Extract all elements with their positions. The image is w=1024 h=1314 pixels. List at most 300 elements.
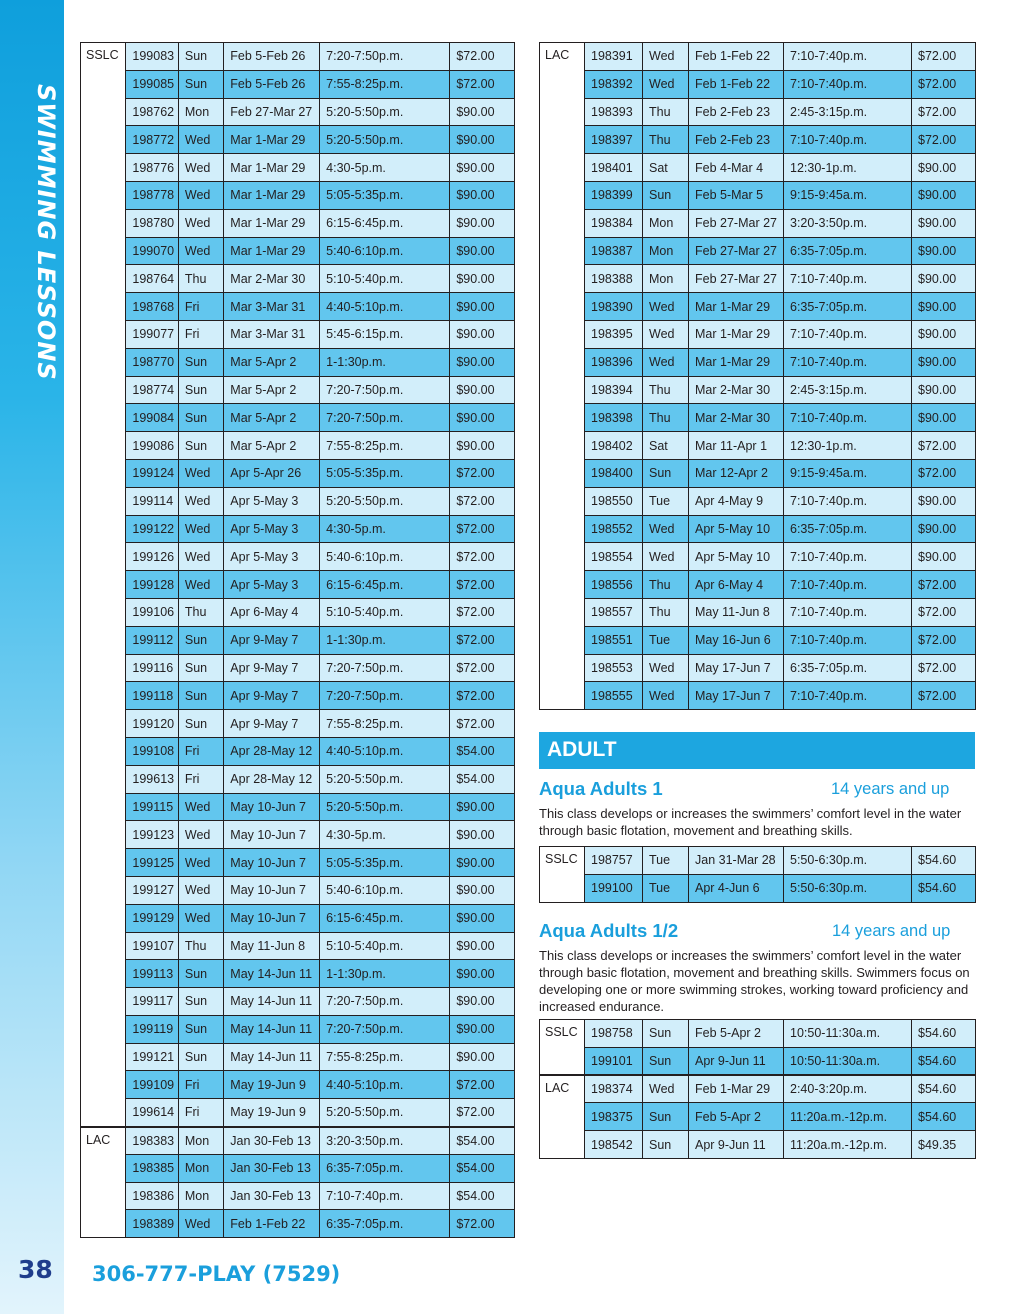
phone-number: 306-777-PLAY (7529) (92, 1262, 341, 1286)
time-cell: 6:35-7:05p.m. (784, 237, 912, 265)
table-row (81, 320, 515, 348)
time-cell: 7:10-7:40p.m. (784, 543, 912, 571)
day-cell: Wed (178, 515, 223, 543)
day-cell: Thu (643, 404, 689, 432)
dates-cell: Feb 5-Apr 2 (689, 1103, 784, 1131)
table-row (81, 849, 515, 877)
dates-cell: Feb 2-Feb 23 (689, 98, 784, 126)
price-cell: $72.00 (912, 126, 976, 154)
price-cell: $72.00 (912, 682, 976, 710)
price-cell: $90.00 (912, 376, 976, 404)
day-cell: Mon (178, 98, 223, 126)
course-code-cell: 199112 (126, 626, 178, 654)
table-row (540, 404, 976, 432)
table-row (81, 682, 515, 710)
table-row (540, 376, 976, 404)
dates-cell: Jan 30-Feb 13 (224, 1182, 320, 1210)
dates-cell: Apr 5-May 3 (224, 515, 320, 543)
dates-cell: Apr 28-May 12 (224, 765, 320, 793)
table-row (81, 876, 515, 904)
course-code-cell: 198391 (585, 43, 643, 71)
location-cell: LAC (540, 43, 585, 710)
course-code-cell: 198375 (585, 1103, 643, 1131)
day-cell: Sun (178, 1015, 223, 1043)
time-cell: 7:20-7:50p.m. (320, 654, 450, 682)
day-cell: Fri (178, 737, 223, 765)
price-cell: $54.00 (450, 737, 515, 765)
time-cell: 4:40-5:10p.m. (320, 1071, 450, 1099)
time-cell: 5:20-5:50p.m. (320, 793, 450, 821)
time-cell: 3:20-3:50p.m. (784, 209, 912, 237)
day-cell: Fri (178, 1071, 223, 1099)
course-code-cell: 199614 (126, 1099, 178, 1127)
time-cell: 2:45-3:15p.m. (784, 376, 912, 404)
price-cell: $72.00 (912, 70, 976, 98)
course-code-cell: 198399 (585, 181, 643, 209)
course-code-cell: 198542 (585, 1131, 643, 1159)
price-cell: $90.00 (450, 932, 515, 960)
time-cell: 7:55-8:25p.m. (320, 432, 450, 460)
price-cell: $54.60 (912, 1075, 976, 1103)
table-row (81, 626, 515, 654)
course-code-cell: 199101 (585, 1047, 643, 1075)
day-cell: Sun (178, 988, 223, 1016)
day-cell: Sun (643, 459, 689, 487)
price-cell: $90.00 (450, 320, 515, 348)
time-cell: 7:55-8:25p.m. (320, 710, 450, 738)
dates-cell: Feb 4-Mar 4 (689, 154, 784, 182)
dates-cell: May 14-Jun 11 (224, 988, 320, 1016)
day-cell: Wed (643, 293, 689, 321)
day-cell: Fri (178, 320, 223, 348)
day-cell: Sun (178, 70, 223, 98)
day-cell: Sun (178, 710, 223, 738)
table-row (81, 737, 515, 765)
table-row (81, 237, 515, 265)
dates-cell: Feb 1-Feb 22 (689, 43, 784, 71)
course-code-cell: 199125 (126, 849, 178, 877)
day-cell: Fri (178, 1099, 223, 1127)
time-cell: 7:20-7:50p.m. (320, 376, 450, 404)
price-cell: $90.00 (450, 793, 515, 821)
course-code-cell: 199070 (126, 237, 178, 265)
dates-cell: Feb 27-Mar 27 (689, 265, 784, 293)
day-cell: Sun (643, 1103, 689, 1131)
time-cell: 4:30-5p.m. (320, 821, 450, 849)
course-code-cell: 198397 (585, 126, 643, 154)
price-cell: $90.00 (912, 348, 976, 376)
time-cell: 5:20-5:50p.m. (320, 765, 450, 793)
price-cell: $90.00 (450, 265, 515, 293)
dates-cell: Apr 9-May 7 (224, 682, 320, 710)
dates-cell: Apr 9-May 7 (224, 626, 320, 654)
dates-cell: Apr 9-Jun 11 (689, 1047, 784, 1075)
dates-cell: May 14-Jun 11 (224, 960, 320, 988)
time-cell: 6:35-7:05p.m. (784, 293, 912, 321)
schedule-table-aqua-adults-1 (539, 846, 976, 903)
day-cell: Wed (178, 1210, 223, 1238)
day-cell: Fri (178, 293, 223, 321)
course-code-cell: 198396 (585, 348, 643, 376)
price-cell: $90.00 (450, 237, 515, 265)
price-cell: $72.00 (450, 598, 515, 626)
table-row (540, 320, 976, 348)
day-cell: Wed (643, 543, 689, 571)
day-cell: Mon (643, 209, 689, 237)
table-row (81, 960, 515, 988)
price-cell: $90.00 (450, 876, 515, 904)
course-code-cell: 198776 (126, 154, 178, 182)
schedule-table-aqua-adults-1-2 (539, 1019, 976, 1159)
day-cell: Thu (643, 376, 689, 404)
table-row (540, 209, 976, 237)
price-cell: $54.60 (912, 874, 976, 902)
dates-cell: Apr 5-May 3 (224, 543, 320, 571)
dates-cell: Mar 1-Mar 29 (224, 209, 320, 237)
table-row (81, 932, 515, 960)
section-title: SWIMMING LESSONS (32, 84, 60, 381)
time-cell: 6:35-7:05p.m. (320, 1154, 450, 1182)
course-code-cell: 198770 (126, 348, 178, 376)
time-cell: 5:05-5:35p.m. (320, 459, 450, 487)
course-code-cell: 198388 (585, 265, 643, 293)
price-cell: $72.00 (450, 654, 515, 682)
day-cell: Sun (178, 1043, 223, 1071)
course-code-cell: 199124 (126, 459, 178, 487)
time-cell: 12:30-1p.m. (784, 432, 912, 460)
course-code-cell: 198762 (126, 98, 178, 126)
price-cell: $90.00 (912, 237, 976, 265)
time-cell: 7:10-7:40p.m. (784, 571, 912, 599)
course-code-cell: 198387 (585, 237, 643, 265)
dates-cell: Feb 5-Feb 26 (224, 70, 320, 98)
time-cell: 4:40-5:10p.m. (320, 737, 450, 765)
price-cell: $90.00 (450, 209, 515, 237)
day-cell: Sun (178, 960, 223, 988)
table-row (81, 765, 515, 793)
dates-cell: Apr 5-May 3 (224, 571, 320, 599)
table-row (540, 1020, 976, 1048)
table-row (81, 571, 515, 599)
course-code-cell: 199128 (126, 571, 178, 599)
course-code-cell: 199116 (126, 654, 178, 682)
table-row (540, 626, 976, 654)
dates-cell: Mar 1-Mar 29 (689, 320, 784, 348)
day-cell: Sun (643, 1131, 689, 1159)
price-cell: $90.00 (450, 404, 515, 432)
table-row (540, 98, 976, 126)
price-cell: $72.00 (450, 1099, 515, 1127)
time-cell: 6:35-7:05p.m. (784, 515, 912, 543)
day-cell: Wed (643, 515, 689, 543)
time-cell: 1-1:30p.m. (320, 626, 450, 654)
price-cell: $54.00 (450, 1127, 515, 1155)
time-cell: 5:50-6:30p.m. (784, 874, 912, 902)
table-row (540, 487, 976, 515)
course-code-cell: 198557 (585, 598, 643, 626)
course-code-cell: 199106 (126, 598, 178, 626)
course-code-cell: 198401 (585, 154, 643, 182)
time-cell: 7:10-7:40p.m. (320, 1182, 450, 1210)
price-cell: $90.00 (912, 404, 976, 432)
time-cell: 7:10-7:40p.m. (784, 348, 912, 376)
table-row (540, 70, 976, 98)
price-cell: $49.35 (912, 1131, 976, 1159)
time-cell: 4:30-5p.m. (320, 154, 450, 182)
time-cell: 10:50-11:30a.m. (784, 1020, 912, 1048)
table-row (540, 293, 976, 321)
day-cell: Mon (178, 1154, 223, 1182)
time-cell: 7:20-7:50p.m. (320, 1015, 450, 1043)
table-row (81, 988, 515, 1016)
course-code-cell: 198383 (126, 1127, 178, 1155)
price-cell: $90.00 (450, 181, 515, 209)
day-cell: Sat (643, 432, 689, 460)
price-cell: $72.00 (450, 1071, 515, 1099)
course-code-cell: 199119 (126, 1015, 178, 1043)
day-cell: Wed (643, 682, 689, 710)
dates-cell: May 19-Jun 9 (224, 1071, 320, 1099)
price-cell: $72.00 (912, 571, 976, 599)
class-age-aqua-adults-1: 14 years and up (831, 780, 950, 798)
course-code-cell: 198551 (585, 626, 643, 654)
time-cell: 5:45-6:15p.m. (320, 320, 450, 348)
day-cell: Wed (178, 487, 223, 515)
day-cell: Sun (178, 404, 223, 432)
course-code-cell: 198768 (126, 293, 178, 321)
table-row (81, 293, 515, 321)
time-cell: 5:50-6:30p.m. (784, 847, 912, 875)
table-row (81, 70, 515, 98)
day-cell: Wed (643, 654, 689, 682)
table-row (81, 1015, 515, 1043)
price-cell: $72.00 (450, 710, 515, 738)
table-row (81, 793, 515, 821)
dates-cell: Mar 3-Mar 31 (224, 293, 320, 321)
table-row (540, 874, 976, 902)
time-cell: 9:15-9:45a.m. (784, 459, 912, 487)
dates-cell: Feb 27-Mar 27 (689, 209, 784, 237)
table-row (81, 1182, 515, 1210)
table-row (81, 209, 515, 237)
schedule-table-right (539, 42, 976, 710)
course-code-cell: 199086 (126, 432, 178, 460)
course-code-cell: 199083 (126, 43, 178, 71)
course-code-cell: 198386 (126, 1182, 178, 1210)
time-cell: 7:10-7:40p.m. (784, 598, 912, 626)
table-row (81, 1071, 515, 1099)
time-cell: 7:10-7:40p.m. (784, 43, 912, 71)
price-cell: $54.60 (912, 1047, 976, 1075)
day-cell: Wed (178, 154, 223, 182)
price-cell: $72.00 (450, 487, 515, 515)
time-cell: 5:20-5:50p.m. (320, 1099, 450, 1127)
dates-cell: Mar 1-Mar 29 (224, 126, 320, 154)
time-cell: 7:10-7:40p.m. (784, 126, 912, 154)
price-cell: $90.00 (450, 126, 515, 154)
course-code-cell: 198554 (585, 543, 643, 571)
price-cell: $90.00 (450, 98, 515, 126)
table-row (540, 1131, 976, 1159)
time-cell: 10:50-11:30a.m. (784, 1047, 912, 1075)
course-code-cell: 199122 (126, 515, 178, 543)
class-description-aqua-adults-1: This class develops or increases the swimmers’ comfort level in the water through basic flotation, movement and breathing skills. (539, 806, 962, 838)
day-cell: Fri (178, 765, 223, 793)
dates-cell: May 17-Jun 7 (689, 682, 784, 710)
price-cell: $90.00 (450, 1043, 515, 1071)
table-row (81, 1127, 515, 1155)
dates-cell: Jan 30-Feb 13 (224, 1154, 320, 1182)
price-cell: $72.00 (450, 43, 515, 71)
table-row (81, 126, 515, 154)
dates-cell: May 14-Jun 11 (224, 1043, 320, 1071)
course-code-cell: 199108 (126, 737, 178, 765)
table-row (81, 376, 515, 404)
course-code-cell: 199085 (126, 70, 178, 98)
dates-cell: Apr 6-May 4 (224, 598, 320, 626)
course-code-cell: 199109 (126, 1071, 178, 1099)
table-row (81, 265, 515, 293)
time-cell: 6:15-6:45p.m. (320, 904, 450, 932)
course-code-cell: 198402 (585, 432, 643, 460)
day-cell: Sun (178, 432, 223, 460)
dates-cell: May 10-Jun 7 (224, 793, 320, 821)
dates-cell: Apr 5-May 10 (689, 543, 784, 571)
dates-cell: Mar 1-Mar 29 (224, 237, 320, 265)
dates-cell: Mar 2-Mar 30 (224, 265, 320, 293)
table-row (81, 1210, 515, 1238)
price-cell: $90.00 (450, 1015, 515, 1043)
day-cell: Thu (643, 98, 689, 126)
day-cell: Thu (643, 598, 689, 626)
price-cell: $72.00 (912, 432, 976, 460)
time-cell: 7:55-8:25p.m. (320, 1043, 450, 1071)
table-row (540, 654, 976, 682)
day-cell: Wed (643, 348, 689, 376)
table-row (81, 1154, 515, 1182)
dates-cell: Jan 31-Mar 28 (689, 847, 784, 875)
dates-cell: Mar 2-Mar 30 (689, 376, 784, 404)
price-cell: $90.00 (450, 904, 515, 932)
price-cell: $90.00 (450, 348, 515, 376)
dates-cell: Feb 1-Mar 29 (689, 1075, 784, 1103)
price-cell: $90.00 (450, 821, 515, 849)
table-row (540, 598, 976, 626)
price-cell: $72.00 (450, 571, 515, 599)
course-code-cell: 198393 (585, 98, 643, 126)
course-code-cell: 198774 (126, 376, 178, 404)
dates-cell: Mar 1-Mar 29 (224, 181, 320, 209)
course-code-cell: 198778 (126, 181, 178, 209)
table-row (81, 181, 515, 209)
price-cell: $54.00 (450, 1182, 515, 1210)
day-cell: Sun (643, 1047, 689, 1075)
table-row (81, 348, 515, 376)
price-cell: $72.00 (450, 515, 515, 543)
day-cell: Wed (178, 209, 223, 237)
day-cell: Thu (643, 571, 689, 599)
table-row (81, 487, 515, 515)
time-cell: 6:15-6:45p.m. (320, 209, 450, 237)
time-cell: 11:20a.m.-12p.m. (784, 1103, 912, 1131)
time-cell: 1-1:30p.m. (320, 348, 450, 376)
course-code-cell: 199126 (126, 543, 178, 571)
dates-cell: May 10-Jun 7 (224, 821, 320, 849)
price-cell: $90.00 (912, 543, 976, 571)
dates-cell: Apr 9-May 7 (224, 710, 320, 738)
day-cell: Wed (178, 237, 223, 265)
time-cell: 7:10-7:40p.m. (784, 626, 912, 654)
dates-cell: Apr 9-May 7 (224, 654, 320, 682)
location-cell: LAC (540, 1075, 585, 1158)
day-cell: Wed (643, 1075, 689, 1103)
price-cell: $90.00 (450, 988, 515, 1016)
dates-cell: Mar 5-Apr 2 (224, 376, 320, 404)
day-cell: Sun (643, 1020, 689, 1048)
table-row (81, 1043, 515, 1071)
course-code-cell: 198555 (585, 682, 643, 710)
day-cell: Mon (643, 265, 689, 293)
price-cell: $90.00 (450, 960, 515, 988)
price-cell: $72.00 (912, 598, 976, 626)
time-cell: 5:20-5:50p.m. (320, 98, 450, 126)
schedule-table-left (80, 42, 515, 1238)
dates-cell: Apr 5-May 3 (224, 487, 320, 515)
dates-cell: May 19-Jun 9 (224, 1099, 320, 1127)
course-code-cell: 199129 (126, 904, 178, 932)
day-cell: Wed (178, 793, 223, 821)
day-cell: Sun (178, 348, 223, 376)
time-cell: 5:05-5:35p.m. (320, 849, 450, 877)
table-row (81, 432, 515, 460)
time-cell: 7:20-7:50p.m. (320, 404, 450, 432)
price-cell: $72.00 (450, 543, 515, 571)
time-cell: 11:20a.m.-12p.m. (784, 1131, 912, 1159)
course-code-cell: 198780 (126, 209, 178, 237)
location-cell: LAC (81, 1127, 126, 1238)
price-cell: $72.00 (912, 98, 976, 126)
course-code-cell: 198772 (126, 126, 178, 154)
course-code-cell: 199117 (126, 988, 178, 1016)
dates-cell: Mar 5-Apr 2 (224, 404, 320, 432)
day-cell: Wed (643, 320, 689, 348)
price-cell: $72.00 (912, 459, 976, 487)
course-code-cell: 198757 (585, 847, 643, 875)
table-row (81, 543, 515, 571)
price-cell: $90.00 (912, 320, 976, 348)
time-cell: 7:20-7:50p.m. (320, 988, 450, 1016)
time-cell: 5:20-5:50p.m. (320, 487, 450, 515)
time-cell: 9:15-9:45a.m. (784, 181, 912, 209)
dates-cell: Mar 2-Mar 30 (689, 404, 784, 432)
class-age-aqua-adults-1-2: 14 years and up (832, 922, 951, 940)
day-cell: Mon (178, 1127, 223, 1155)
location-cell: SSLC (540, 847, 585, 903)
time-cell: 7:20-7:50p.m. (320, 43, 450, 71)
dates-cell: Apr 5-Apr 26 (224, 459, 320, 487)
price-cell: $54.60 (912, 1103, 976, 1131)
table-row (540, 1047, 976, 1075)
price-cell: $90.00 (450, 849, 515, 877)
course-code-cell: 199118 (126, 682, 178, 710)
price-cell: $90.00 (912, 515, 976, 543)
course-code-cell: 198395 (585, 320, 643, 348)
price-cell: $72.00 (450, 626, 515, 654)
course-code-cell: 199120 (126, 710, 178, 738)
table-row (81, 654, 515, 682)
price-cell: $90.00 (912, 265, 976, 293)
day-cell: Wed (178, 904, 223, 932)
